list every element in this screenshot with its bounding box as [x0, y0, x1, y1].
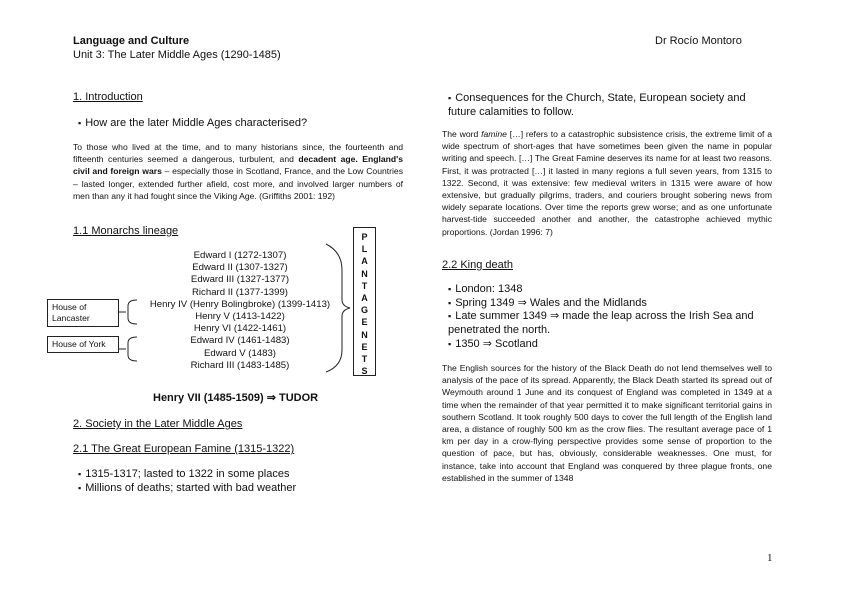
famine-quote-paragraph	[442, 128, 772, 238]
house-lancaster-box: House of Lancaster	[47, 299, 119, 327]
intro-bullet: ▪ How are the later Middle Ages characterised?	[78, 117, 307, 129]
plantagenets-letter: S	[361, 366, 368, 377]
plantagenets-letter: T	[361, 354, 368, 365]
plantagenets-letter: T	[361, 280, 368, 291]
monarch-item: Edward V (1483)	[204, 347, 276, 359]
monarch-item: Henry V (1413-1422)	[195, 311, 285, 323]
intro-para-bold: decadent age. England's civil and foreign wars	[73, 154, 404, 177]
document-title: Language and Culture	[73, 35, 190, 47]
york-bracket	[128, 337, 137, 361]
intro-heading: 1. Introduction	[73, 91, 143, 103]
plantagenets-letter: G	[360, 305, 368, 316]
plantagenets-letter: E	[361, 317, 368, 328]
king-death-bullet: ▪ 1350 ⇒ Scotland	[448, 337, 538, 350]
plantagenets-letter: L	[361, 244, 368, 255]
monarch-item: Edward II (1307-1327)	[192, 262, 288, 274]
famine-heading: 2.1 The Great European Famine (1315-1322)	[73, 443, 295, 455]
plantagenets-letter: A	[361, 293, 368, 304]
king-death-bullet: ▪ Late summer 1349 ⇒ made the leap across the Irish Sea and penetrated the north.	[448, 309, 768, 337]
document-subtitle: Unit 3: The Later Middle Ages (1290-1485)	[73, 49, 281, 61]
famine-bullet: ▪ 1315-1317; lasted to 1322 in some places	[78, 468, 289, 480]
plantagenets-letter: N	[361, 329, 368, 340]
henry-vii-tudor: Henry VII (1485-1509) ⇒ TUDOR	[153, 392, 319, 404]
monarchs-heading: 1.1 Monarchs lineage	[73, 225, 179, 237]
plantagenets-letter: E	[361, 341, 368, 352]
monarch-item: Edward I (1272-1307)	[193, 250, 287, 261]
document-author: Dr Rocío Montoro	[655, 35, 742, 47]
monarch-item: Richard II (1377-1399)	[192, 286, 288, 298]
consequences-bullet: ▪ Consequences for the Church, State, European society and future calamities to follow.	[448, 91, 768, 119]
plantagenets-letter: N	[361, 268, 368, 279]
monarch-item: Edward IV (1461-1483)	[190, 335, 290, 347]
lancaster-bracket	[128, 300, 137, 324]
monarch-item: Henry IV (Henry Bolingbroke) (1399-1413)	[149, 298, 331, 310]
society-heading: 2. Society in the Later Middle Ages	[73, 418, 243, 430]
famine-bullet: ▪ Millions of deaths; started with bad weather	[78, 482, 296, 494]
intro-para-part2: – especially those in Scotland, France, and the Low Countries – lasted longer, extended further afield, cost more, and involved larger numbers of men than any it had fought since the Viking Age. (Griffiths 2001: 192)	[73, 166, 404, 201]
monarch-item: Henry VI (1422-1461)	[193, 323, 287, 335]
monarch-item: Richard III (1483-1485)	[190, 359, 290, 371]
house-york-box: House of York	[47, 336, 119, 353]
king-death-heading: 2.2 King death	[442, 259, 513, 271]
famine-para-part2: […] refers to a catastrophic subsistence crisis, the extreme limit of a wide spectrum of short-ages that have sometimes been given the name in popular writing and speech. […] The Great Famine deserves its name for at least two reasons. First, it was protracted […] it lasted in many regions a full seven years, from 1315 to 1322. Second, it was extensive: few medieval writers in 1315 were aware of how extensive, but gradually pilgrims, traders, and couriers brought sobering news from widely separate locations. Over time the reports grew worse; and as one unfortunate harvest-tide succeeded another and another, the catastrophe achieved mythic proportions. (Jordan 1996: 7)	[442, 129, 772, 237]
intro-para-part1: To those who lived at the time, and to many historians since, the fourteenth and fifteenth centuries seemed a dangerous, turbulent, and	[73, 142, 403, 165]
plantagenet-brace	[326, 244, 350, 372]
plantagenets-letter: A	[361, 256, 368, 267]
king-death-bullet: ▪ Spring 1349 ⇒ Wales and the Midlands	[448, 296, 647, 309]
famine-para-word: famine	[481, 129, 507, 139]
page-number: 1	[767, 552, 773, 564]
famine-para-part1: The word	[442, 129, 482, 139]
plantagenets-box	[353, 227, 376, 376]
king-death-bullet: ▪ London: 1348	[448, 283, 523, 295]
black-death-paragraph: The English sources for the history of the Black Death do not lend themselves well to analysis of the pace of its spread. Apparently, the Black Death started its spread out of Weymouth around 1 June and its conquest of England was completed in 1349 at a time when the remainder of that year permitted it to make significant territorial gains in southern Scotland. It took roughly 500 days to cover the full length of the English land area, a distance of roughly 500 km as the crow flies. The resultant average pace of 1 km per day in a crow-flying perspective provides some sense of proportion to the question of pace, but has, obviously, considerable weaknesses. One must, for instance, take into account that England was conquered by three plague fronts, one established in the summer of 1348	[442, 363, 772, 483]
monarch-item: Edward III (1327-1377)	[190, 274, 290, 286]
plantagenets-letter: P	[361, 232, 368, 242]
